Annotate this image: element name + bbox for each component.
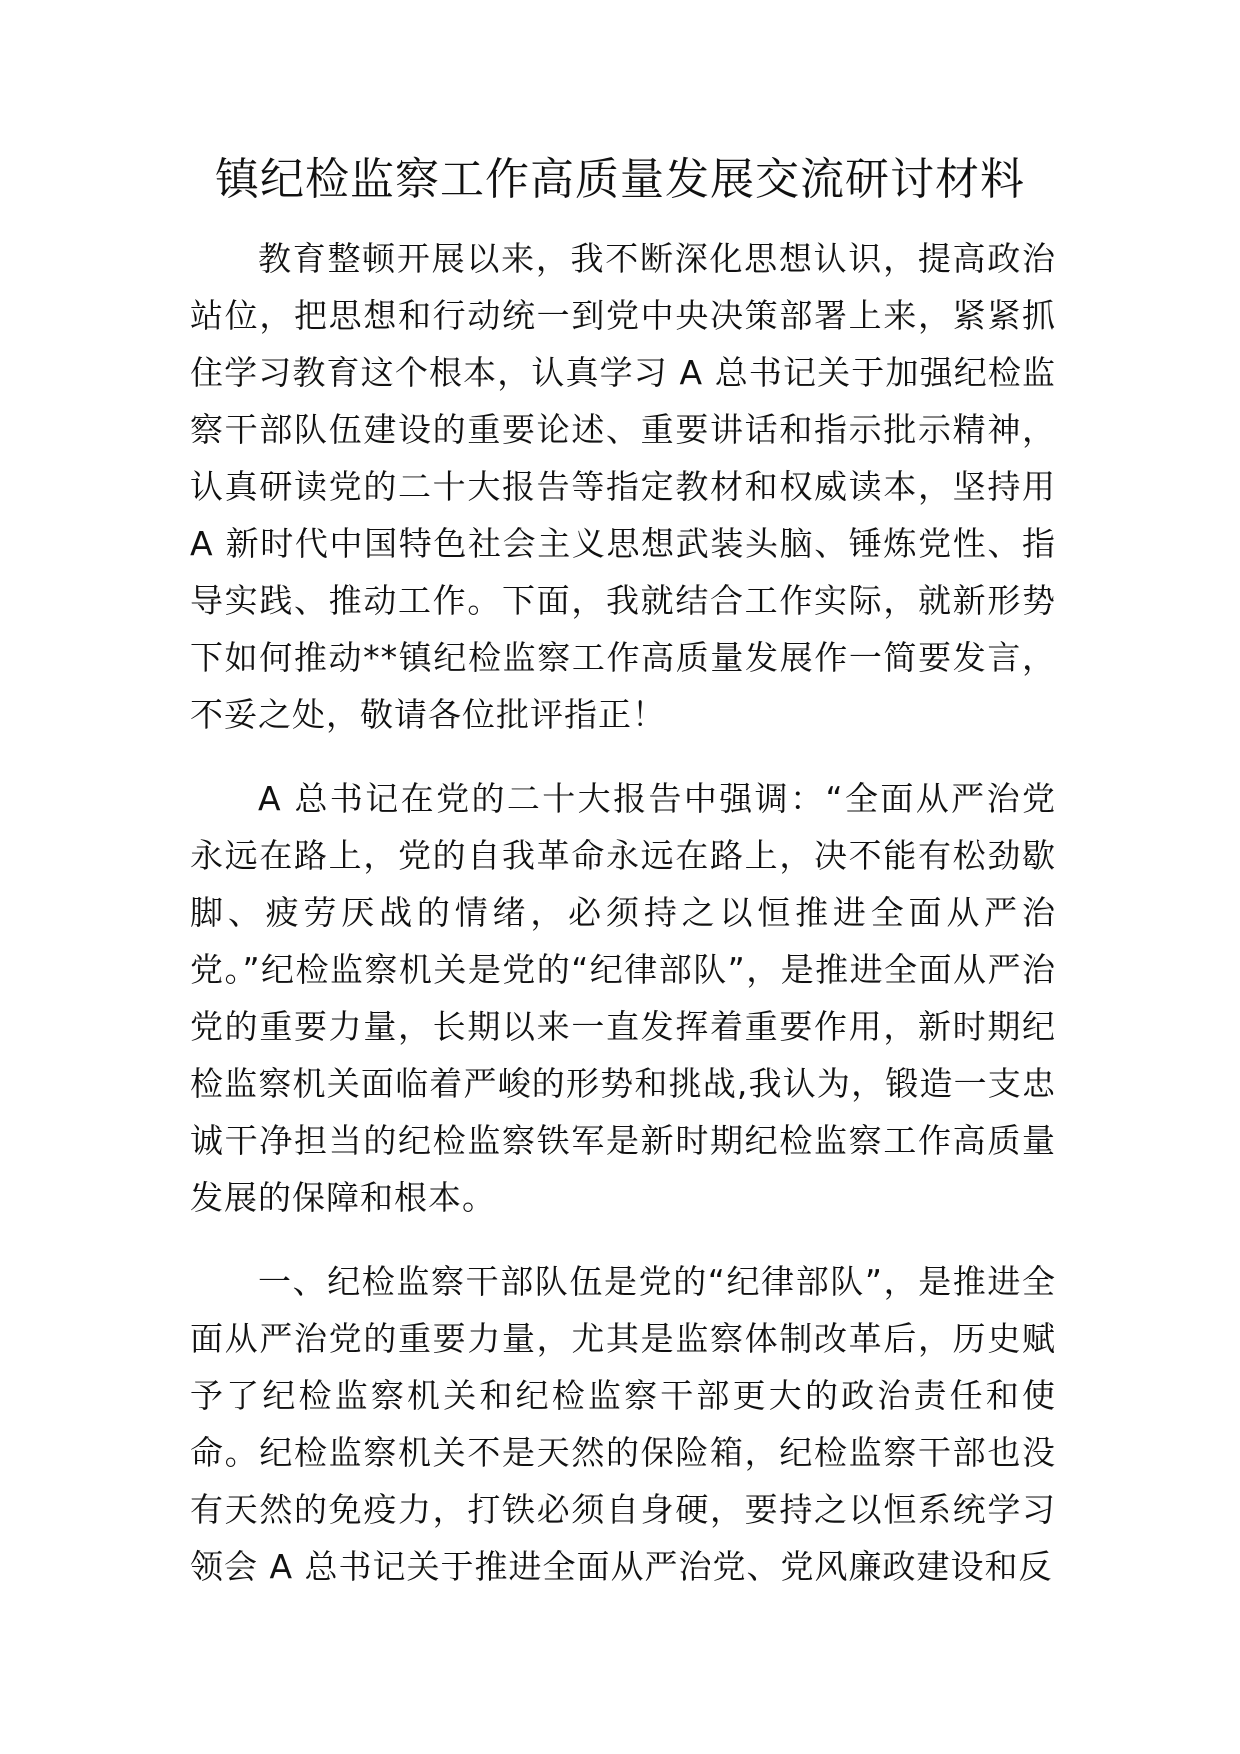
body-paragraph-2: A 总书记在党的二十大报告中强调：“全面从严治党永远在路上，党的自我革命永远在路上，决不能有松劲歇脚、疲劳厌战的情绪，必须持之以恒推进全面从严治党。”纪检监察机关是党的“纪律部队”，是推进全面从严治党的重要力量，长期以来一直发挥着重要作用，新时期纪检监察机关面临着严峻的形势和挑战,我认为，锻造一支忠诚干净担当的纪检监察铁军是新时期纪检监察工作高质量发展的保障和根本。 <box>190 779 1056 1217</box>
body-paragraph-3: 一、纪检监察干部队伍是党的“纪律部队”，是推进全面从严治党的重要力量，尤其是监察体制改革后，历史赋予了纪检监察机关和纪检监察干部更大的政治责任和使命。纪检监察机关不是天然的保险箱，纪检监察干部也没有天然的免疫力，打铁必须自身硬，要持之以恒系统学习领会 A 总书记关于推进全面从严治党、党风廉政建设和反 <box>190 1262 1056 1586</box>
document-title: 镇纪检监察工作高质量发展交流研讨材料 <box>215 154 1025 205</box>
body-paragraph-1: 教育整顿开展以来，我不断深化思想认识，提高政治站位，把思想和行动统一到党中央决策部署上来，紧紧抓住学习教育这个根本，认真学习 A 总书记关于加强纪检监察干部队伍建设的重要论述、重要讲话和指示批示精神，认真研读党的二十大报告等指定教材和权威读本，坚持用 A 新时代中国特色社会主义思想武装头脑、锤炼党性、指导实践、推动工作。下面，我就结合工作实际，就新形势下如何推动**镇纪检监察工作高质量发展作一简要发言，不妥之处，敬请各位批评指正！ <box>190 239 1056 734</box>
